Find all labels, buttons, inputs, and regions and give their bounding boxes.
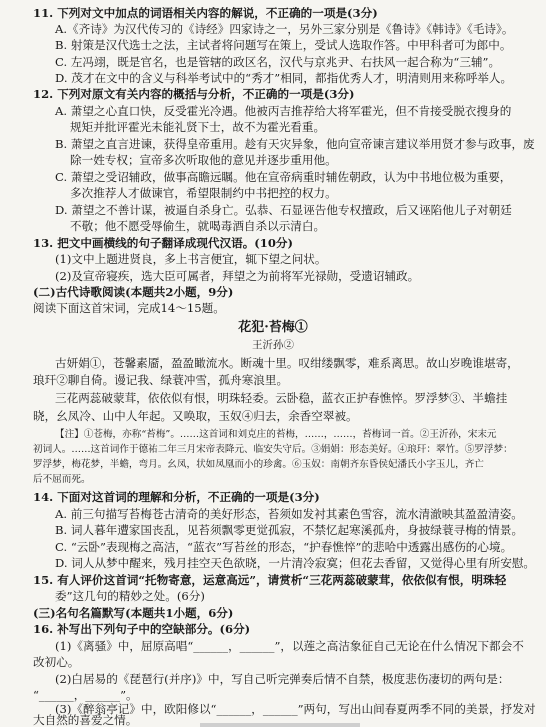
poem-line-4: 晓，幺凤冷、山中人年起。又唤取，玉奴④归去，余香空翠被。 — [33, 409, 358, 423]
q14-option-c: C. “云卧”表现梅之高洁，“蓝衣”写苔丝的形态，“护春憔悴”的悲哈中透露出感伤的心境。 — [55, 540, 513, 554]
q11-option-d: D. 茂才在文中的含义与科举考试中的“秀才”相同，都指优秀人才，明清则用来称呼举人。 — [55, 71, 513, 85]
poem-note-3: 罗浮梦，梅花梦，半蟾，弯月。幺凤，状如凤凰而小的珍禽。⑥玉奴：南朝齐东昏侯妃潘氏小字玉儿，齐亡 — [33, 459, 484, 470]
poem-line-2: 琅玕②聊自倚。谩记我、绿蓑冲雪，孤舟寒浪里。 — [33, 373, 289, 387]
q14-stem: 14. 下面对这首词的理解和分析，不正确的一项是(3分) — [33, 490, 320, 504]
page-footer-strip — [200, 723, 360, 727]
q11-stem: 11. 下列对文中加点的词语相关内容的解说，不正确的一项是(3分) — [33, 6, 378, 20]
q11-option-b: B. 射策是汉代选士之法，主试者将问题写在策上，受试人选取作答。中甲科者可为郎中。 — [55, 38, 512, 52]
q14-option-d: D. 词人从梦中醒来，残月挂空天色欲晓，一片清冷寂寞；但花去香留，又觉得心里有所安慰。 — [55, 556, 536, 570]
poem-title: 花犯·苔梅① — [238, 320, 308, 335]
q12-option-a: A. 萧望之心直口快，反受霍光冷遇。他被丙吉推荐给大将军霍光，但不肯接受脱衣搜身的 — [55, 104, 512, 118]
q11-option-c: C. 左冯翊，既是官名，也是管辖的政区名，汉代与京兆尹、右扶风一起合称为“三辅”。 — [55, 55, 501, 69]
poem-line-3: 三花两蕊破蒙茸，依依似有恨，明珠轻委。云卧稳，蓝衣正护春憔悴。罗浮梦③、半蟾挂 — [55, 391, 508, 405]
q16-item-3: (3)《醉翁亭记》中，欧阳修以“______，______”两句，写出山间春夏两季不同的美景，抒发对 — [55, 702, 536, 716]
q14-option-b: B. 词人暮年遭家国丧乱，见苔须飘零更觉孤寂，不禁忆起寒溪孤舟，身披绿蓑寻梅的情景。 — [55, 523, 524, 537]
q16-item-3-cont: 大自然的喜爱之情。 — [33, 713, 138, 727]
poem-note-4: 后不屈而死。 — [33, 474, 91, 485]
q12-option-d-cont: 不敬；他不愿受辱偷生，就喝毒酒自杀以示清白。 — [70, 219, 326, 233]
q13-sentence-2: (2)及宣帝寝疾，选大臣可属者，拜望之为前将军光禄勋，受遗诏辅政。 — [55, 269, 420, 283]
q16-item-2: (2)白居易的《琵琶行(并序)》中，写自己听完弹奏后情不自禁，极度悲伤凄切的两句是： — [55, 672, 510, 686]
q12-option-a-cont: 规矩并批评霍光未能礼贤下士，故不为霍光看重。 — [70, 120, 326, 134]
q12-option-d: D. 萧望之不善计谋，被逼自杀身亡。弘恭、石显诬告他专权擅政，后又诬陷他儿子对朝廷 — [55, 203, 512, 217]
q11-option-a: A.《齐诗》为汉代传习的《诗经》四家诗之一，另外三家分别是《鲁诗》《韩诗》《毛诗》。 — [55, 22, 514, 36]
q13-stem: 13. 把文中画横线的句子翻译成现代汉语。(10分) — [33, 236, 294, 250]
section-poetry-heading: (二)古代诗歌阅读(本题共2小题，9分) — [33, 285, 234, 299]
poem-note-2: 初词人。……这首词作于德祐二年三月宋帝表降元、临安失守后。③娟娟：形态美好。④琅玕：翠竹。⑤罗浮梦： — [33, 444, 513, 455]
poem-author: 王沂孙② — [252, 339, 294, 351]
q16-item-2-cont: “______，______”。 — [33, 688, 138, 702]
q12-stem: 12. 下列对原文有关内容的概括与分析，不正确的一项是(3分) — [33, 87, 355, 101]
q16-item-1: (1)《离骚》中，屈原高唱“______，______”，以莲之高洁象征自己无论在什么情况下都会不 — [55, 639, 524, 653]
poem-note-1: 【注】①苍梅，亦称“苔梅”。……这首词和刘克庄的苔梅，……，……，苔梅词一首。②王沂孙，宋末元 — [55, 429, 497, 440]
q12-option-b-cont: 除一姓专权；宣帝多次听取他的意见并逐步重用他。 — [70, 153, 337, 167]
q12-option-c-cont: 多次推荐人才做谏官，希望限制约中书把控的权力。 — [70, 186, 337, 200]
section-recitation-heading: (三)名句名篇默写(本题共1小题，6分) — [33, 606, 234, 620]
q15-stem-cont: 委”这几句的精妙之处。(6分) — [55, 589, 205, 603]
q16-stem: 16. 补写出下列句子中的空缺部分。(6分) — [33, 622, 251, 636]
poem-line-1: 古妍娟①，苍馨素靥，盈盈瞰流水。断魂十里。叹绀缕飘零，难系离思。故山岁晚谁堪寄， — [55, 356, 519, 370]
q15-stem: 15. 有人评价这首词“托物寄意，运意高远”，请赏析“三花两蕊破蒙茸，依依似有恨，明珠轻 — [33, 573, 507, 587]
q12-option-b: B. 萧望之直言进谏，获得皇帝重用。趁有天灾异象，他向宣帝谏言建议举用贤才参与政事，废 — [55, 137, 535, 151]
q13-sentence-1: (1)文中上题进贤良，多上书言便宜，辄下望之问状。 — [55, 252, 327, 266]
q14-option-a: A. 前三句描写苔梅苍古清奇的美好形态，苔须如发衬其素色雪容，流水清澈映其盈盈清姿。 — [55, 507, 523, 521]
poetry-instruction: 阅读下面这首宋词，完成14～15题。 — [33, 301, 225, 315]
q16-item-1-cont: 改初心。 — [33, 655, 80, 669]
q12-option-c: C. 萧望之受诏辅政，做事高瞻远瞩。他在宣帝病重时辅佐朝政，认为中书地位极为重要， — [55, 170, 512, 184]
